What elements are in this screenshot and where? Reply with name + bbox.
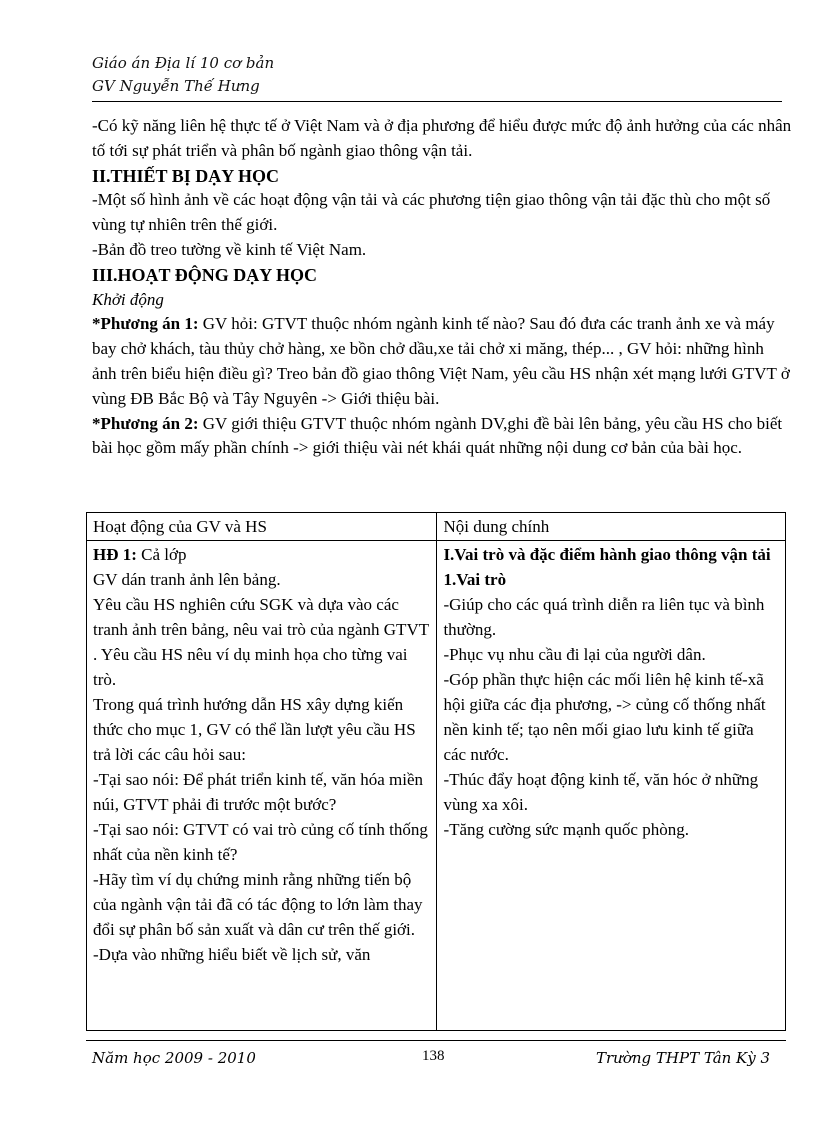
activity-line: -Hãy tìm ví dụ chứng minh rằng những tiến bộ của ngành vận tải đã có tác động to lớn làm thay đổi sự phân bố sản xuất và dân cư trên thế giới. — [93, 870, 423, 939]
activity-line: -Tại sao nói: GTVT có vai trò củng cố tính thống nhất của nền kinh tế? — [93, 820, 428, 864]
table-header-row — [87, 513, 786, 541]
warmup-heading: Khởi động — [92, 289, 164, 309]
activity-label: HĐ 1: — [93, 545, 137, 564]
equipment-item-images: -Một số hình ảnh về các hoạt động vận tải và các phương tiện giao thông vận tải đặc thù cho một số vùng tự nhiên trên thế giới. — [92, 190, 771, 235]
content-line: -Giúp cho các quá trình diễn ra liên tục và bình thường. — [443, 595, 765, 639]
content-line: -Phục vụ nhu cầu đi lại của người dân. — [443, 645, 706, 664]
header-title: Giáo án Địa lí 10 cơ bản — [92, 54, 275, 72]
lesson-table — [86, 512, 786, 1031]
activity-line: -Tại sao nói: Để phát triển kinh tế, văn hóa miền núi, GTVT phải đi trước một bước? — [93, 770, 423, 814]
activity-line: GV dán tranh ảnh lên bảng. — [93, 570, 281, 589]
footer-school-name: Trường THPT Tân Kỳ 3 — [596, 1049, 771, 1067]
header-teacher: GV Nguyễn Thế Hưng — [92, 77, 260, 95]
activity-line: Yêu cầu HS nghiên cứu SGK và dựa vào các tranh ảnh trên bảng, nêu vai trò của ngành GTVT . Yêu cầu HS nêu ví dụ minh họa cho từng vai trò. — [93, 595, 429, 689]
option-2-label: *Phương án 2: — [92, 413, 199, 433]
footer-school-year: Năm học 2009 - 2010 — [92, 1049, 256, 1067]
content-section-title: I.Vai trò và đặc điểm hành giao thông vận tải — [443, 545, 771, 564]
activity-mode: Cả lớp — [136, 545, 187, 564]
content-line: -Tăng cường sức mạnh quốc phòng. — [443, 820, 689, 839]
activity-line: -Dựa vào những hiểu biết về lịch sử, văn — [93, 945, 371, 964]
content-cell — [437, 541, 786, 1031]
content-line: -Góp phần thực hiện các mối liên hệ kinh tế-xã hội giữa các địa phương, -> củng cố thống nhất nền kinh tế; tạo nên mối giao lưu kinh tế giữa các nước. — [443, 670, 766, 764]
document-body — [92, 114, 792, 461]
option-1-paragraph — [92, 312, 792, 411]
page-header — [92, 52, 782, 98]
skill-paragraph: -Có kỹ năng liên hệ thực tế ở Việt Nam và ở địa phương để hiểu được mức độ ảnh hưởng của các nhân tố tới sự phát triển và phân bố ngành giao thông vận tải. — [92, 116, 792, 160]
activities-cell — [87, 541, 437, 1031]
footer-divider — [86, 1040, 786, 1041]
option-2-paragraph — [92, 412, 792, 462]
table-header-content: Nội dung chính — [437, 513, 786, 541]
section-heading-activities: III.HOẠT ĐỘNG DẠY HỌC — [92, 264, 318, 285]
option-2-text: GV giới thiệu GTVT thuộc nhóm ngành DV,ghi đề bài lên bảng, yêu cầu HS cho biết bài học gồm mấy phần chính -> giới thiệu vài nét khái quát những nội dung cơ bản của bài học. — [92, 413, 783, 458]
table-header-activities: Hoạt động của GV và HS — [87, 513, 437, 541]
option-1-text: GV hỏi: GTVT thuộc nhóm ngành kinh tế nào? Sau đó đưa các tranh ảnh xe và máy bay chở khách, tàu thủy chở hàng, xe bồn chở dầu,xe tải chở xi măng, thép... , GV hỏi: những hình ảnh trên biểu hiện điều gì? Treo bản đồ giao thông Việt Nam, yêu cầu HS nhận xét mạng lưới GTVT ở vùng ĐB Bắc Bộ và Tây Nguyên -> Giới thiệu bài. — [92, 314, 790, 408]
table-row — [87, 541, 786, 1031]
section-heading-equipment: II.THIẾT BỊ DẠY HỌC — [92, 165, 280, 186]
content-subsection-title: 1.Vai trò — [443, 570, 507, 589]
option-1-label: *Phương án 1: — [92, 314, 199, 334]
header-divider — [92, 101, 782, 102]
content-line: -Thúc đẩy hoạt động kinh tế, văn hóc ở những vùng xa xôi. — [443, 770, 759, 814]
activity-line: Trong quá trình hướng dẫn HS xây dựng kiến thức cho mục 1, GV có thể lần lượt yêu cầu HS trả lời các câu hỏi sau: — [93, 695, 416, 764]
page-number: 138 — [422, 1048, 445, 1064]
activity-heading — [93, 542, 430, 567]
equipment-item-map: -Bản đồ treo tường về kinh tế Việt Nam. — [92, 239, 367, 259]
